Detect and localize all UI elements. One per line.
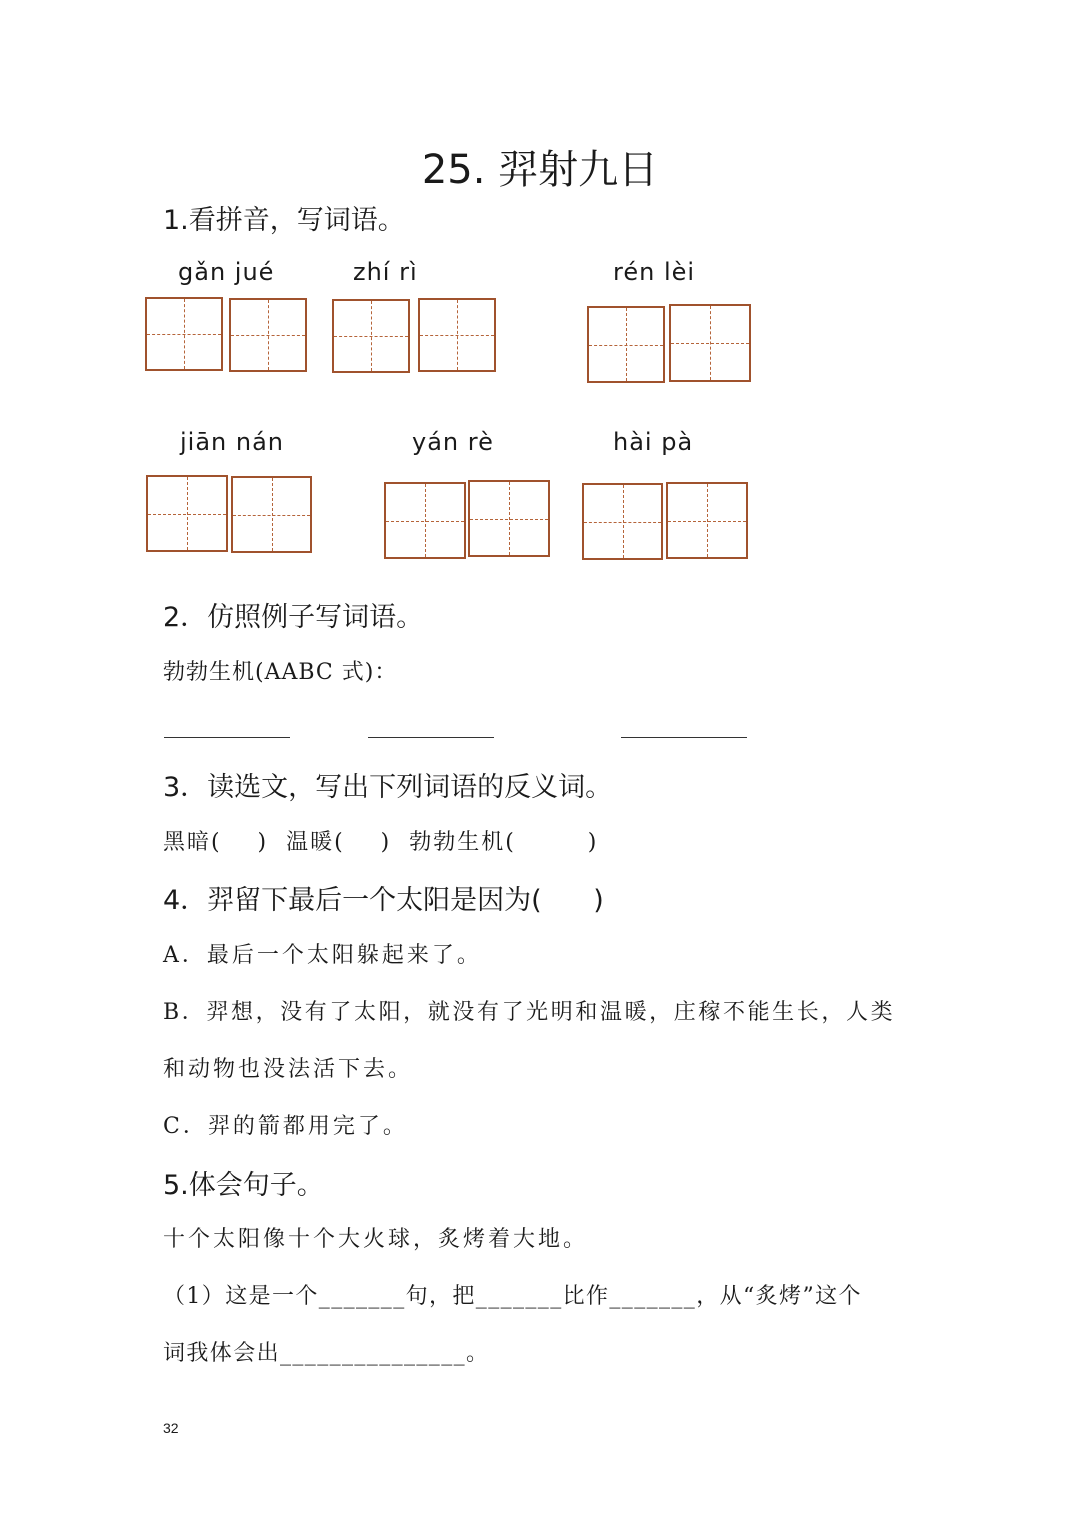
pinyin-renlei: rén lèi [613,258,696,286]
tianzi-box[interactable] [146,475,228,552]
q4-option-b-line2: 和动物也没法活下去。 [163,1057,414,1082]
tianzi-box[interactable] [666,482,748,559]
tianzi-box[interactable] [468,480,550,557]
tianzi-box[interactable] [587,306,665,383]
pinyin-zhiri: zhí rì [353,258,418,286]
q4-option-a: A．最后一个太阳躲起来了。 [163,943,482,968]
answer-blank[interactable] [164,737,290,738]
tianzi-box[interactable] [231,476,312,553]
q4-option-c: C．羿的箭都用完了。 [163,1114,408,1139]
q3-heading: 3．读选文，写出下列词语的反义词。 [163,772,613,803]
q5-sub1-line1: （1）这是一个_______句，把_______比作_______，从“炙烤”这个 [163,1284,862,1309]
pinyin-ganjue: gǎn jué [178,258,275,286]
tianzi-box[interactable] [418,298,496,372]
answer-blank[interactable] [621,737,747,738]
q2-heading: 2．仿照例子写词语。 [163,602,424,633]
tianzi-box[interactable] [332,299,410,373]
tianzi-box[interactable] [582,483,663,560]
page-number: 32 [163,1420,179,1436]
pinyin-jiannan: jiān nán [180,428,285,456]
tianzi-box[interactable] [669,304,751,382]
pinyin-yanre: yán rè [412,428,494,456]
q3-antonym-line: 黑暗( ) 温暖( ) 勃勃生机( ) [163,830,599,855]
q5-sentence: 十个太阳像十个大火球，炙烤着大地。 [163,1227,589,1252]
q1-heading: 1.看拼音，写词语。 [163,205,405,236]
answer-blank[interactable] [368,737,494,738]
q5-heading: 5.体会句子。 [163,1170,324,1201]
q5-sub1-line2: 词我体会出_______________。 [163,1341,490,1366]
pinyin-haipa: hài pà [613,428,694,456]
q4-heading: 4．羿留下最后一个太阳是因为( ) [163,885,604,916]
page-title: 25. 羿射九日 [421,147,659,193]
tianzi-box[interactable] [229,298,307,372]
tianzi-box[interactable] [384,482,466,559]
tianzi-box[interactable] [145,297,223,371]
q2-example: 勃勃生机(AABC 式)： [163,660,398,685]
q4-option-b-line1: B．羿想，没有了太阳，就没有了光明和温暖，庄稼不能生长，人类 [163,1000,896,1025]
